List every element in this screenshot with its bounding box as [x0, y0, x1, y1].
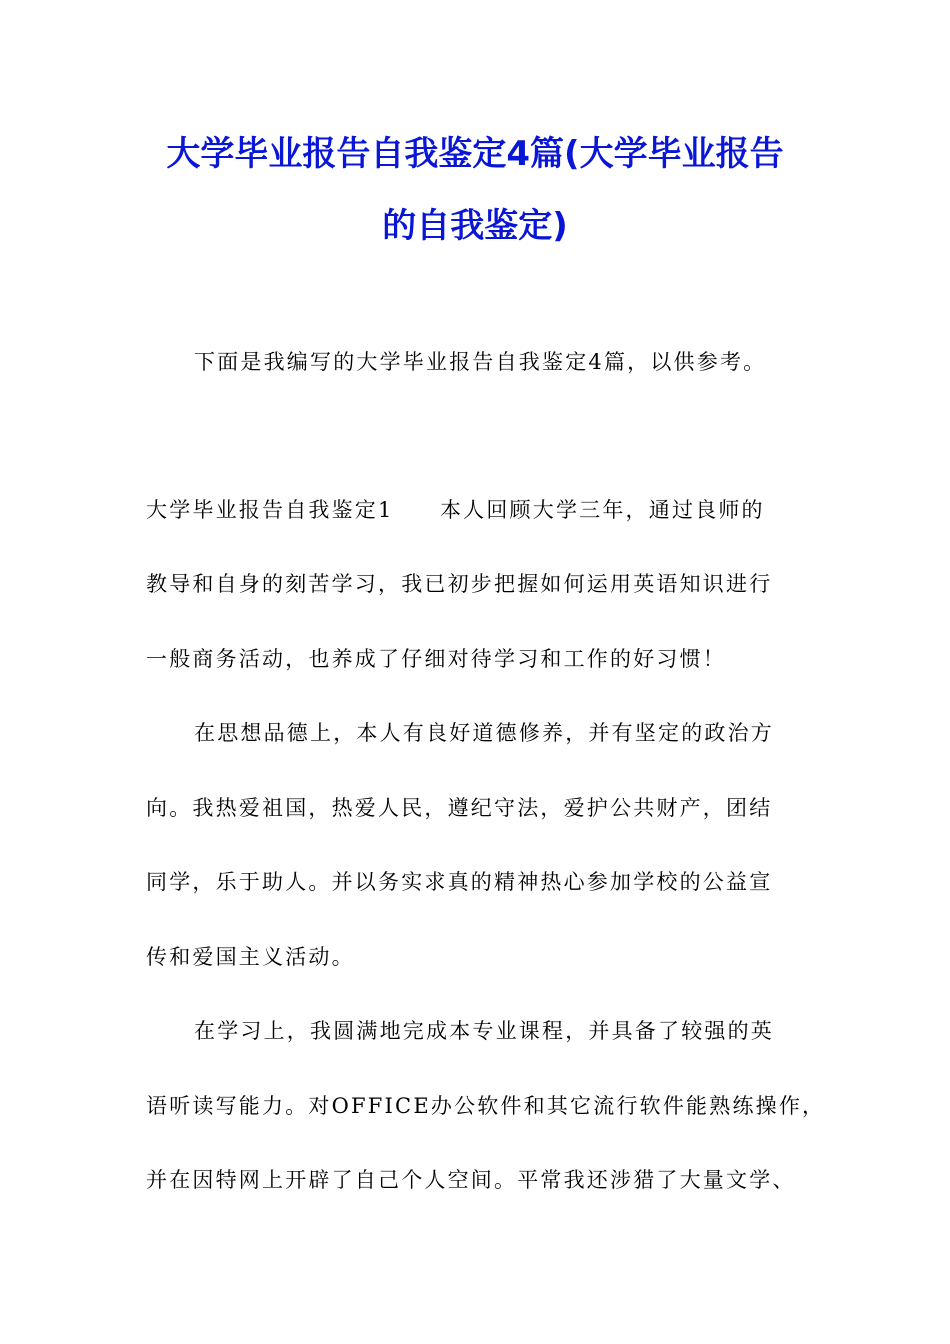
body-line-6: 同学，乐于助人。并以务实求真的精神热心参加学校的公益宣 — [146, 870, 773, 894]
intro-paragraph: 下面是我编写的大学毕业报告自我鉴定4篇，以供参考。 — [194, 350, 767, 374]
body-line-1: 大学毕业报告自我鉴定1 本人回顾大学三年，通过良师的 — [146, 498, 765, 522]
document-title-line-2: 的自我鉴定) — [382, 206, 568, 246]
body-line-5: 向。我热爱祖国，热爱人民，遵纪守法，爱护公共财产，团结 — [146, 796, 773, 820]
document-title-line-1: 大学毕业报告自我鉴定4篇(大学毕业报告 — [166, 134, 784, 174]
body-line-4: 在思想品德上，本人有良好道德修养，并有坚定的政治方 — [194, 721, 774, 745]
body-line-8: 在学习上，我圆满地完成本专业课程，并具备了较强的英 — [194, 1019, 774, 1043]
body-line-3: 一般商务活动，也养成了仔细对待学习和工作的好习惯！ — [146, 647, 726, 671]
body-line-7: 传和爱国主义活动。 — [146, 945, 355, 969]
body-line-10: 并在因特网上开辟了自己个人空间。平常我还涉猎了大量文学、 — [146, 1168, 796, 1192]
body-line-9: 语听读写能力。对OFFICE办公软件和其它流行软件能熟练操作， — [146, 1094, 826, 1118]
body-line-2: 教导和自身的刻苦学习，我已初步把握如何运用英语知识进行 — [146, 572, 773, 596]
